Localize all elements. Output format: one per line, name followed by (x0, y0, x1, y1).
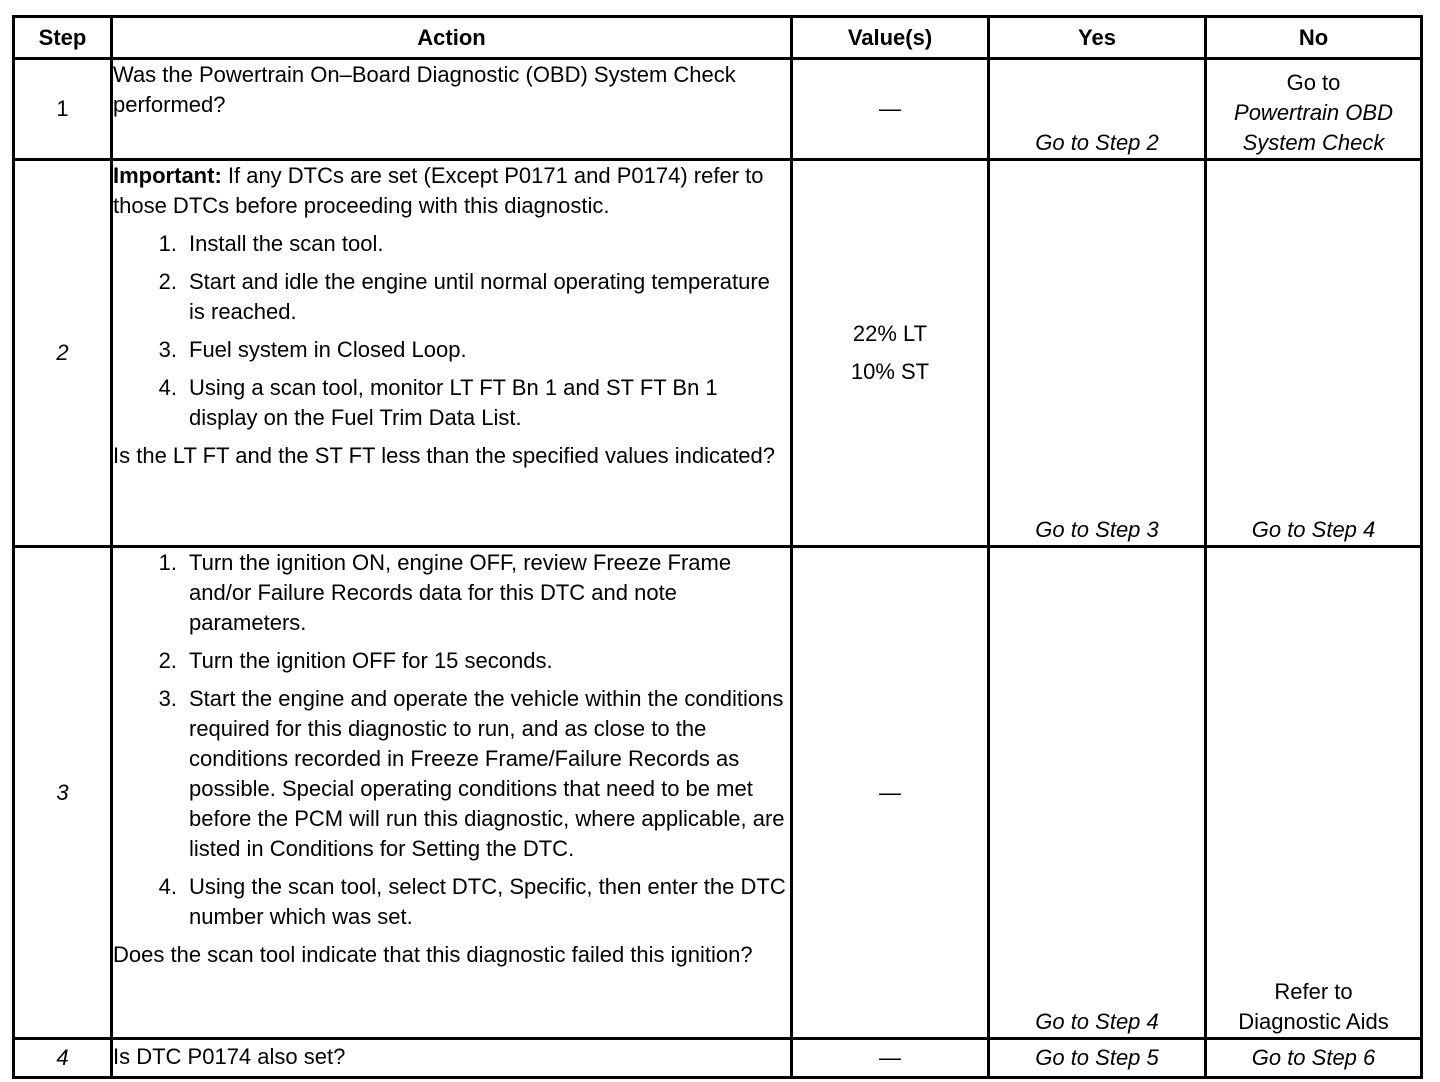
list-item (113, 335, 790, 365)
no-cell (1206, 160, 1422, 547)
important-label: Important: (113, 163, 222, 188)
yes-cell (989, 59, 1206, 160)
header-step: Step (14, 17, 112, 59)
important-note (113, 161, 790, 221)
item-number: 3. (158, 686, 177, 711)
action-cell (112, 1039, 792, 1078)
header-row (14, 17, 1422, 59)
value-st: 10% ST (850, 359, 930, 384)
question-text: Is the LT FT and the ST FT less than the specified values indicated? (113, 443, 776, 468)
question-text: Does the scan tool indicate that this diagnostic failed this ignition? (113, 942, 753, 967)
item-text: Install the scan tool. (189, 231, 384, 256)
item-number: 2. (158, 648, 177, 673)
header-action: Action (112, 17, 792, 59)
goto-step-5-link[interactable]: Go to Step 5 (1035, 1045, 1159, 1070)
item-text: Turn the ignition ON, engine OFF, review Freeze Frame and/or Failure Records data for this DTC and note parameters. (189, 550, 732, 635)
goto-step-4-link[interactable]: Go to Step 4 (1251, 517, 1376, 542)
no-cell (1206, 1039, 1422, 1078)
procedure-list (113, 229, 790, 433)
header-no: No (1206, 17, 1422, 59)
item-text: Using the scan tool, select DTC, Specific, then enter the DTC number which was set. (189, 874, 786, 929)
diagnostic-table (12, 15, 1423, 1079)
item-text: Using a scan tool, monitor LT FT Bn 1 and ST FT Bn 1 display on the Fuel Trim Data List. (189, 375, 718, 430)
important-text: If any DTCs are set (Except P0171 and P0174) refer to those DTCs before proceeding with this diagnostic. (113, 163, 764, 218)
header-yes: Yes (989, 17, 1206, 59)
item-number: 1. (158, 231, 177, 256)
list-item (113, 684, 790, 864)
value-cell (792, 160, 989, 547)
list-item (113, 267, 790, 327)
table-row-step-1 (14, 59, 1422, 160)
step-number: 2 (14, 160, 112, 547)
item-text: Turn the ignition OFF for 15 seconds. (189, 648, 553, 673)
goto-step-4-link[interactable]: Go to Step 4 (1035, 1009, 1159, 1034)
action-text: Is DTC P0174 also set? (113, 1044, 346, 1069)
step-number: 1 (14, 59, 112, 160)
item-number: 4. (158, 375, 177, 400)
value-cell: — (792, 547, 989, 1039)
diagnostic-aids-link[interactable]: Diagnostic Aids (1238, 1009, 1389, 1034)
table-row-step-3 (14, 547, 1422, 1039)
action-cell (112, 547, 792, 1039)
value-cell: — (792, 1039, 989, 1078)
goto-step-2-link[interactable]: Go to Step 2 (1035, 130, 1159, 155)
refer-to-label: Refer to (1274, 979, 1353, 1004)
list-item (113, 229, 790, 259)
list-item (113, 548, 790, 638)
item-text: Start and idle the engine until normal operating temperature is reached. (189, 269, 770, 324)
action-text: Was the Powertrain On–Board Diagnostic (OBD) System Check performed? (113, 62, 736, 117)
action-cell (112, 160, 792, 547)
item-text: Start the engine and operate the vehicle within the conditions required for this diagnostic to run, and as close to the conditions recorded in Freeze Frame/Failure Records as possible. Special operating conditions that need to be met before the PCM will run this diagnostic, where applicable, are listed in Conditions for Setting the DTC. (189, 686, 785, 861)
list-item (113, 373, 790, 433)
item-number: 2. (158, 269, 177, 294)
no-cell (1206, 59, 1422, 160)
list-item (113, 872, 790, 932)
goto-step-6-link[interactable]: Go to Step 6 (1251, 1045, 1376, 1070)
goto-step-3-link[interactable]: Go to Step 3 (1035, 517, 1159, 542)
item-number: 4. (158, 874, 177, 899)
yes-cell (989, 1039, 1206, 1078)
list-item (113, 646, 790, 676)
item-number: 3. (158, 337, 177, 362)
obd-check-link-line1[interactable]: Powertrain OBD (1234, 100, 1393, 125)
table-row-step-4 (14, 1039, 1422, 1078)
header-values: Value(s) (792, 17, 989, 59)
step-number: 4 (14, 1039, 112, 1078)
yes-cell (989, 160, 1206, 547)
step-number: 3 (14, 547, 112, 1039)
no-cell (1206, 547, 1422, 1039)
no-goto-label: Go to (1286, 70, 1341, 95)
item-text: Fuel system in Closed Loop. (189, 337, 467, 362)
value-cell: — (792, 59, 989, 160)
item-number: 1. (158, 550, 177, 575)
procedure-list (113, 548, 790, 932)
action-cell (112, 59, 792, 160)
table-row-step-2 (14, 160, 1422, 547)
value-lt: 22% LT (852, 321, 928, 346)
obd-check-link-line2[interactable]: System Check (1242, 130, 1385, 155)
yes-cell (989, 547, 1206, 1039)
